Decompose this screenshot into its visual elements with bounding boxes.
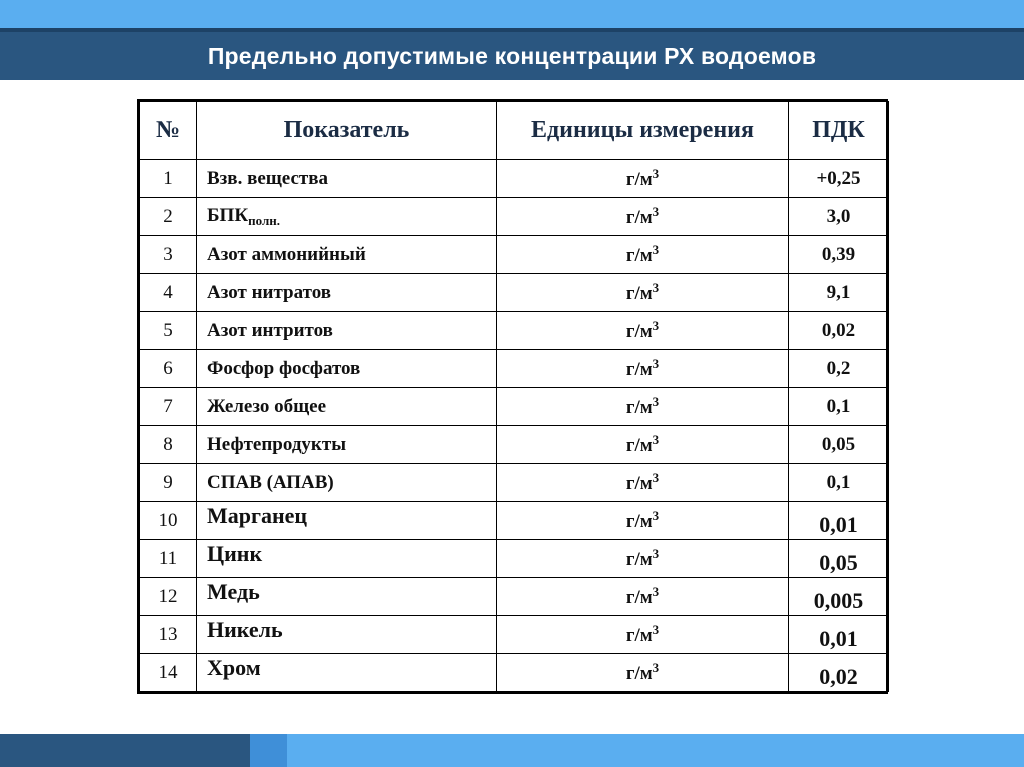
row-pdk-value-text: 0,2 [826, 357, 851, 379]
row-indicator-text: Азот интритов [207, 319, 333, 341]
row-number: 8 [140, 426, 197, 464]
row-number: 4 [140, 274, 197, 312]
row-indicator [197, 312, 497, 350]
unit-text: г/м [625, 511, 653, 532]
row-indicator-text: Медь [207, 578, 260, 604]
unit-exponent: 3 [652, 318, 660, 333]
row-number: 6 [140, 350, 197, 388]
row-indicator-text: Взв. вещества [207, 167, 328, 189]
row-number: 2 [140, 198, 197, 236]
table-row [140, 350, 889, 388]
row-number: 12 [140, 578, 197, 616]
row-pdk-value [789, 388, 889, 426]
row-indicator [197, 426, 497, 464]
unit-exponent: 3 [652, 546, 660, 561]
row-number: 3 [140, 236, 197, 274]
table-header-row [140, 102, 889, 160]
table [139, 101, 889, 692]
bottom-bar-mid [250, 734, 287, 767]
row-pdk-value-text: 0,02 [821, 319, 856, 341]
row-indicator [197, 350, 497, 388]
row-indicator-text: Хром [207, 654, 261, 680]
row-number: 1 [140, 160, 197, 198]
row-pdk-value-text: 0,1 [826, 471, 851, 493]
unit-text: г/м [625, 283, 653, 304]
row-number: 9 [140, 464, 197, 502]
title-bar [0, 28, 1024, 80]
row-indicator [197, 464, 497, 502]
unit-text: г/м [625, 169, 653, 190]
unit-exponent: 3 [652, 622, 660, 637]
row-unit [497, 616, 789, 654]
unit-text: г/м [625, 321, 653, 342]
row-indicator-text: СПАВ (АПАВ) [207, 471, 334, 493]
row-unit [497, 464, 789, 502]
header-value: ПДК [789, 102, 889, 160]
table-body [140, 160, 889, 692]
bottom-bar-light [287, 734, 1024, 767]
row-indicator-text: Марганец [207, 502, 308, 528]
row-indicator [197, 160, 497, 198]
row-pdk-value [789, 464, 889, 502]
row-pdk-value-text: 0,01 [819, 511, 858, 537]
table-row [140, 198, 889, 236]
row-indicator [197, 388, 497, 426]
row-unit [497, 198, 789, 236]
unit-text: г/м [625, 473, 653, 494]
unit-exponent: 3 [652, 204, 660, 219]
row-pdk-value [789, 312, 889, 350]
row-pdk-value-text: 0,01 [819, 625, 858, 651]
unit-text: г/м [625, 397, 653, 418]
unit-exponent: 3 [652, 242, 660, 257]
unit-exponent: 3 [652, 394, 660, 409]
row-indicator [197, 236, 497, 274]
row-pdk-value [789, 236, 889, 274]
unit-text: г/м [625, 549, 653, 570]
row-unit [497, 578, 789, 616]
row-pdk-value [789, 198, 889, 236]
row-indicator [197, 616, 497, 654]
pdk-table [137, 99, 888, 694]
table-row [140, 274, 889, 312]
row-indicator-text: Нефтепродукты [207, 433, 347, 455]
unit-exponent: 3 [652, 432, 660, 447]
row-pdk-value-text: 0,02 [819, 663, 858, 689]
row-number: 11 [140, 540, 197, 578]
row-unit [497, 160, 789, 198]
unit-text: г/м [625, 435, 653, 456]
row-unit [497, 654, 789, 692]
unit-text: г/м [625, 245, 653, 266]
row-pdk-value-text: +0,25 [816, 167, 861, 189]
row-pdk-value-text: 0,05 [821, 433, 856, 455]
table-row [140, 388, 889, 426]
row-indicator-subscript: полн. [248, 212, 280, 228]
row-pdk-value [789, 160, 889, 198]
row-indicator [197, 654, 497, 692]
header-unit: Единицы измерения [497, 102, 789, 160]
row-indicator [197, 198, 497, 236]
unit-exponent: 3 [652, 166, 660, 181]
row-unit [497, 236, 789, 274]
header-num: № [140, 102, 197, 160]
row-indicator-text: Цинк [207, 540, 263, 566]
unit-exponent: 3 [652, 584, 660, 599]
row-pdk-value [789, 274, 889, 312]
row-indicator-text: Фосфор фосфатов [207, 357, 361, 379]
row-number: 5 [140, 312, 197, 350]
table-row [140, 160, 889, 198]
row-pdk-value [789, 502, 889, 540]
table-row [140, 578, 889, 616]
row-pdk-value-text: 0,005 [813, 587, 864, 613]
unit-text: г/м [625, 625, 653, 646]
row-unit [497, 350, 789, 388]
bottom-bar-dark [0, 734, 250, 767]
slide-title: Предельно допустимые концентрации РХ водоемов [207, 43, 817, 69]
unit-text: г/м [625, 207, 653, 228]
row-pdk-value-text: 0,39 [821, 243, 856, 265]
row-indicator [197, 578, 497, 616]
unit-exponent: 3 [652, 356, 660, 371]
table-row [140, 464, 889, 502]
row-pdk-value [789, 350, 889, 388]
table-row [140, 312, 889, 350]
table-row [140, 616, 889, 654]
top-accent-stripe [0, 0, 1024, 28]
row-indicator-text: Азот аммонийный [207, 243, 366, 265]
row-indicator-text: Железо общее [207, 395, 327, 417]
row-unit [497, 388, 789, 426]
row-pdk-value-text: 0,1 [826, 395, 851, 417]
header-indicator: Показатель [197, 102, 497, 160]
row-pdk-value-text: 3,0 [826, 205, 851, 227]
row-indicator-text: Азот нитратов [207, 281, 331, 303]
unit-text: г/м [625, 359, 653, 380]
row-indicator-text: Никель [207, 616, 283, 642]
row-unit [497, 312, 789, 350]
table-row [140, 540, 889, 578]
row-pdk-value [789, 616, 889, 654]
row-number: 13 [140, 616, 197, 654]
row-pdk-value [789, 426, 889, 464]
table-row [140, 236, 889, 274]
row-pdk-value [789, 540, 889, 578]
table-row [140, 502, 889, 540]
unit-exponent: 3 [652, 660, 660, 675]
table-row [140, 426, 889, 464]
unit-exponent: 3 [652, 508, 660, 523]
row-number: 10 [140, 502, 197, 540]
row-unit [497, 540, 789, 578]
row-unit [497, 426, 789, 464]
row-pdk-value [789, 578, 889, 616]
table-row [140, 654, 889, 692]
row-number: 7 [140, 388, 197, 426]
row-pdk-value-text: 0,05 [819, 549, 858, 575]
row-indicator [197, 502, 497, 540]
row-unit [497, 274, 789, 312]
unit-exponent: 3 [652, 470, 660, 485]
unit-text: г/м [625, 587, 653, 608]
row-number: 14 [140, 654, 197, 692]
row-pdk-value-text: 9,1 [826, 281, 851, 303]
unit-text: г/м [625, 663, 653, 684]
row-indicator-text: БПК [207, 204, 249, 226]
row-pdk-value [789, 654, 889, 692]
row-indicator [197, 540, 497, 578]
row-indicator [197, 274, 497, 312]
row-unit [497, 502, 789, 540]
unit-exponent: 3 [652, 280, 660, 295]
